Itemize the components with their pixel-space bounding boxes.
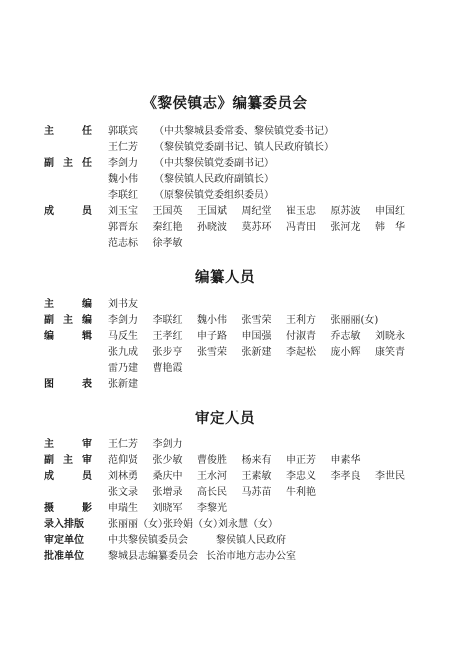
- typeset-row: [0, 517, 450, 533]
- name-cell: 王水河: [197, 471, 227, 482]
- name-cell: 申瑞生: [108, 503, 138, 514]
- name-cell: 李黎光: [197, 503, 227, 514]
- name-cell: 黎侯镇人民政府: [216, 535, 286, 546]
- editors-staff-row-1: [0, 329, 450, 345]
- name-cell: 申国强: [241, 331, 272, 342]
- name-cell: 马苏苗: [241, 487, 272, 498]
- chief-editor-name: 刘书友: [108, 299, 138, 310]
- review-members-label: 成 员: [44, 471, 92, 482]
- name-cell: 刘林勇: [108, 471, 138, 482]
- name-cell: 曹艳霞: [152, 363, 183, 374]
- committee-deputy-note: （黎侯镇人民政府副镇长）: [154, 174, 274, 185]
- editors-staff-row-2: [0, 345, 450, 361]
- committee-members-row-1: [0, 204, 450, 220]
- name-cell: 周纪堂: [241, 206, 272, 217]
- name-cell: 张河龙: [330, 222, 361, 233]
- review-unit-row: [0, 533, 450, 549]
- review-deputy-row: [0, 453, 450, 469]
- name-cell: 张新建: [241, 347, 272, 358]
- name-cell: 王孝红: [152, 331, 183, 342]
- committee-chief-note: （中共黎城县委常委、黎侯镇党委书记）: [154, 126, 334, 137]
- name-cell: 中共黎侯镇委员会: [108, 535, 188, 546]
- name-cell: 莫苏环: [241, 222, 272, 233]
- committee-deputy-note: （中共黎侯镇党委副书记）: [154, 158, 274, 169]
- editors-title: 编纂人员: [195, 270, 255, 286]
- review-chief-row: [0, 437, 450, 453]
- name-cell: 杨来有: [241, 455, 272, 466]
- name-cell: 韩 华: [375, 222, 405, 233]
- committee-deputy-row-2: [0, 172, 450, 188]
- committee-chief-name: 郭联宾: [108, 126, 138, 137]
- committee-deputy-name: 李剑力: [108, 158, 138, 169]
- name-cell: 牛利艳: [286, 487, 316, 498]
- editors-staff-row-3: [0, 361, 450, 377]
- committee-chief-note: （黎侯镇党委副书记、镇人民政府镇长）: [154, 142, 334, 153]
- charts-name: 张新建: [108, 379, 138, 390]
- name-cell: 范志标: [108, 238, 138, 249]
- name-cell: 魏小伟: [197, 315, 227, 326]
- name-cell: 王素敏: [241, 471, 272, 482]
- deputy-editors-row: [0, 313, 450, 329]
- committee-deputy-row-3: [0, 188, 450, 204]
- name-cell: 孙晓波: [197, 222, 227, 233]
- name-cell: 张丽丽(女): [330, 315, 379, 326]
- name-cell: 王仁芳: [108, 439, 138, 450]
- name-cell: 康笑青: [375, 347, 405, 358]
- name-cell: 张步亨: [152, 347, 183, 358]
- name-cell: 郭晋东: [108, 222, 138, 233]
- name-cell: 庞小辉: [330, 347, 361, 358]
- name-cell: 李起松: [286, 347, 316, 358]
- committee-deputy-note: （原黎侯镇党委组织委员）: [154, 190, 274, 201]
- name-cell: 张增录: [152, 487, 183, 498]
- editors-staff-label: 编 辑: [44, 331, 92, 342]
- name-cell: 李忠义: [286, 471, 316, 482]
- review-chief-label: 主 审: [44, 439, 92, 450]
- name-cell: 张文录: [108, 487, 138, 498]
- name-cell: 王利方: [286, 315, 316, 326]
- committee-members-row-3: [0, 236, 450, 252]
- name-cell: 张丽丽（女）: [108, 519, 168, 530]
- committee-chief-row-1: [0, 124, 450, 140]
- name-cell: 刘晓永: [375, 331, 405, 342]
- photo-row: [0, 501, 450, 517]
- name-cell: 乔志敏: [330, 331, 361, 342]
- name-cell: 长治市地方志办公室: [206, 551, 296, 562]
- committee-deputy-name: 李联红: [108, 190, 138, 201]
- committee-chief-name: 王仁芳: [108, 142, 138, 153]
- approval-unit-label: 批准单位: [44, 551, 84, 562]
- name-cell: 李剑力: [108, 315, 138, 326]
- name-cell: 王国斌: [197, 206, 227, 217]
- name-cell: 冯青田: [286, 222, 316, 233]
- deputy-editor-label: 副主编: [44, 315, 92, 326]
- name-cell: 秦红艳: [152, 222, 183, 233]
- committee-members-label: 成 员: [44, 206, 92, 217]
- name-cell: 张雪荣: [197, 347, 227, 358]
- name-cell: 申国红: [375, 206, 405, 217]
- name-cell: 李世民: [375, 471, 405, 482]
- name-cell: 高长民: [197, 487, 227, 498]
- name-cell: 付淑青: [286, 331, 316, 342]
- committee-chief-row-2: [0, 140, 450, 156]
- name-cell: 黎城县志编纂委员会: [108, 551, 198, 562]
- name-cell: 张少敏: [152, 455, 183, 466]
- name-cell: 范仰贤: [108, 455, 138, 466]
- review-deputy-label: 副主审: [44, 455, 92, 466]
- name-cell: 王国英: [152, 206, 183, 217]
- committee-deputy-row-1: [0, 156, 450, 172]
- typeset-label: 录入排版: [44, 519, 84, 530]
- committee-chief-label: 主 任: [44, 126, 92, 137]
- name-cell: 崔玉忠: [286, 206, 316, 217]
- chief-editor-row: [0, 297, 450, 313]
- name-cell: 桑庆中: [152, 471, 183, 482]
- name-cell: 申正芳: [286, 455, 316, 466]
- name-cell: 刘玉宝: [108, 206, 138, 217]
- name-cell: 马反生: [108, 331, 138, 342]
- review-members-row-1: [0, 469, 450, 485]
- name-cell: 刘永慧（女）: [218, 519, 278, 530]
- name-cell: 申子路: [197, 331, 227, 342]
- review-title: 审定人员: [195, 411, 255, 427]
- name-cell: 张玲娟（女）: [163, 519, 223, 530]
- name-cell: 李孝良: [330, 471, 361, 482]
- committee-title: 《黎侯镇志》编纂委员会: [142, 96, 308, 112]
- committee-deputy-name: 魏小伟: [108, 174, 138, 185]
- name-cell: 刘晓军: [152, 503, 183, 514]
- review-members-row-2: [0, 485, 450, 501]
- name-cell: 李剑力: [152, 439, 183, 450]
- name-cell: 原苏波: [330, 206, 361, 217]
- committee-deputy-label: 副主任: [44, 158, 92, 169]
- name-cell: 李联红: [152, 315, 183, 326]
- charts-row: [0, 377, 450, 393]
- approval-unit-row: [0, 549, 450, 565]
- review-unit-label: 审定单位: [44, 535, 84, 546]
- charts-label: 图 表: [44, 379, 92, 390]
- chief-editor-label: 主 编: [44, 299, 92, 310]
- name-cell: 徐孝敏: [152, 238, 183, 249]
- name-cell: 张雪荣: [241, 315, 272, 326]
- photo-label: 摄 影: [44, 503, 92, 514]
- name-cell: 张九成: [108, 347, 138, 358]
- committee-members-row-2: [0, 220, 450, 236]
- name-cell: 曹俊胜: [197, 455, 227, 466]
- name-cell: 申素华: [330, 455, 361, 466]
- name-cell: 雷乃建: [108, 363, 138, 374]
